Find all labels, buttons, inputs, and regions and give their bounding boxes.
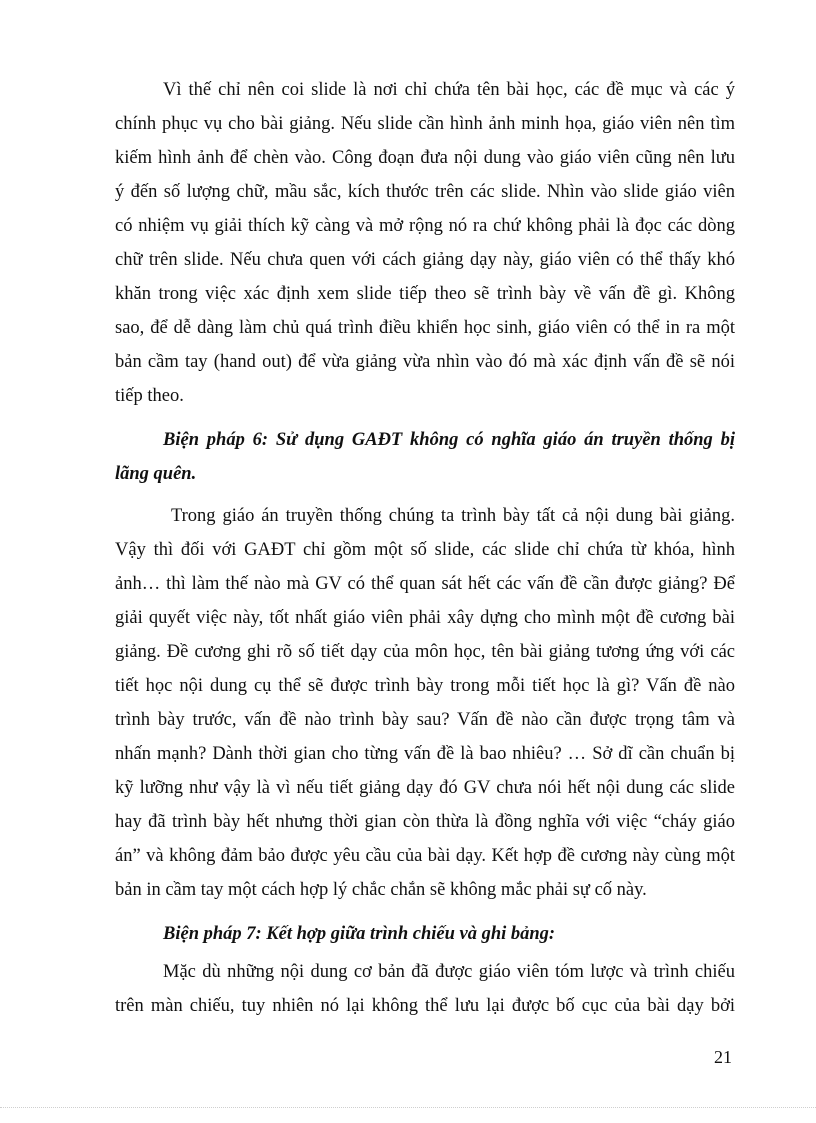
- text-line: chính phục vụ cho bài giảng. Nếu slide cần hình ảnh minh họa, giáo viên nên tìm: [115, 114, 735, 134]
- text-line: Vì thế chỉ nên coi slide là nơi chỉ chứa tên bài học, các đề mục và các ý: [163, 80, 735, 100]
- text-line: kỹ lưỡng như vậy là vì nếu tiết giảng dạy đó GV chưa nói hết nội dung các slide: [115, 778, 735, 798]
- text-line: chữ trên slide. Nếu chưa quen với cách giảng dạy này, giáo viên có thể thấy khó: [115, 250, 735, 270]
- page-number: 21: [714, 1047, 732, 1067]
- paragraph-3: [115, 955, 735, 1023]
- heading-line: Biện pháp 6: Sử dụng GAĐT không có nghĩa giáo án truyền thống bị: [163, 430, 735, 450]
- text-line: sao, để dễ dàng làm chủ quá trình điều khiển học sinh, giáo viên có thể in ra một: [115, 318, 735, 338]
- text-line: trên màn chiếu, tuy nhiên nó lại không thể lưu lại được bố cục của bài dạy bởi: [115, 996, 735, 1016]
- text-line: có nhiệm vụ giải thích kỹ càng và mở rộng nó ra chứ không phải là đọc các dòng: [115, 216, 735, 236]
- paragraph-1: [115, 73, 735, 413]
- text-line: Mặc dù những nội dung cơ bản đã được giáo viên tóm lược và trình chiếu: [163, 962, 735, 982]
- text-line: tiếp theo.: [115, 386, 184, 406]
- heading-line: lãng quên.: [115, 464, 197, 484]
- paragraph-2: [115, 499, 735, 907]
- text-line: ý đến số lượng chữ, mầu sắc, kích thước trên các slide. Nhìn vào slide giáo viên: [115, 182, 735, 202]
- section-heading-6: [115, 423, 735, 491]
- text-line: kiếm hình ảnh để chèn vào. Công đoạn đưa nội dung vào giáo viên cũng nên lưu: [115, 148, 735, 168]
- text-line: hay đã trình bày hết nhưng thời gian còn thừa là đồng nghĩa với việc “cháy giáo: [115, 812, 735, 832]
- text-line: Vậy thì đối với GAĐT chỉ gồm một số slide, các slide chỉ chứa từ khóa, hình: [115, 540, 735, 560]
- text-line: trình bày trước, vấn đề nào trình bày sau? Vấn đề nào cần được trọng tâm và: [115, 710, 735, 730]
- text-line: ảnh… thì làm thế nào mà GV có thể quan sát hết các vấn đề cần được giảng? Để: [115, 574, 735, 594]
- text-line: bản in cầm tay một cách hợp lý chắc chắn sẽ không mắc phải sự cố này.: [115, 880, 647, 900]
- text-line: bản cầm tay (hand out) để vừa giảng vừa nhìn vào đó mà xác định vấn đề sẽ nói: [115, 352, 735, 372]
- text-line: giảng. Đề cương ghi rõ số tiết dạy của môn học, tên bài giảng tương ứng với các: [115, 642, 735, 662]
- heading-line: Biện pháp 7: Kết hợp giữa trình chiếu và ghi bảng:: [163, 924, 556, 944]
- page-bottom-divider: [0, 1107, 816, 1108]
- text-line: án” và không đảm bảo được yêu cầu của bài dạy. Kết hợp đề cương này cùng một: [115, 846, 735, 866]
- text-line: tiết học nội dung cụ thể sẽ được trình bày trong mỗi tiết học là gì? Vấn đề nào: [115, 676, 735, 696]
- section-heading-7: [115, 917, 735, 951]
- text-line: nhấn mạnh? Dành thời gian cho từng vấn đề là bao nhiêu? … Sở dĩ cần chuẩn bị: [115, 744, 735, 764]
- text-line: giải quyết việc này, tốt nhất giáo viên phải xây dựng cho mình một đề cương bài: [115, 608, 735, 628]
- text-line: Trong giáo án truyền thống chúng ta trình bày tất cả nội dung bài giảng.: [171, 506, 735, 526]
- text-line: khăn trong việc xác định xem slide tiếp theo sẽ trình bày về vấn đề gì. Không: [115, 284, 735, 304]
